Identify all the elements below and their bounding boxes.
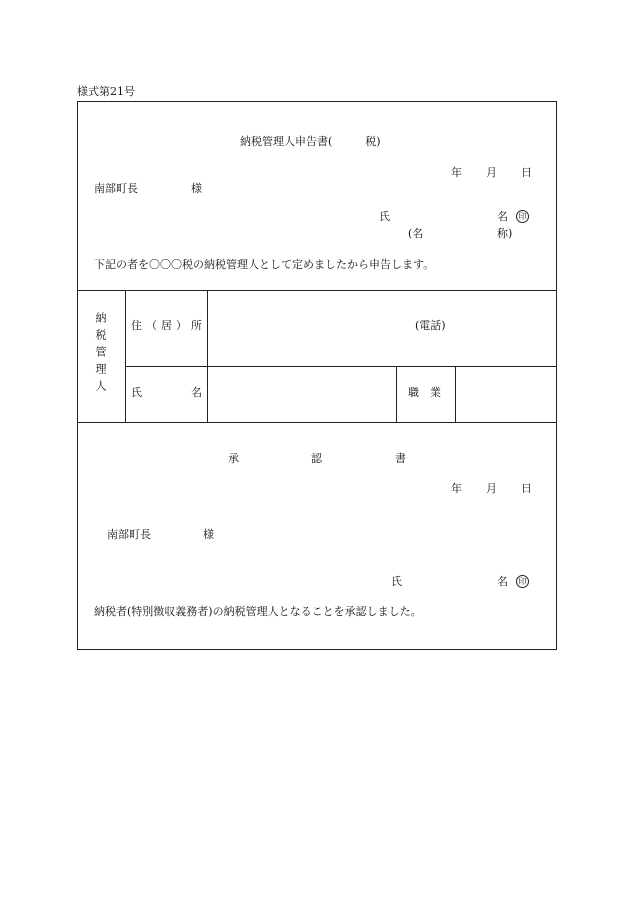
declarant-name-label-left: 氏 [379,210,390,223]
approval-title-char-1: 承 [228,452,239,465]
declaration-honorific: 様 [191,182,202,195]
tax-manager-form [77,101,557,650]
manager-section-label: 納税管理人 [94,312,107,397]
corp-name-close: 称) [497,227,513,240]
declaration-date-year: 年 [451,166,462,179]
form-number: 様式第21号 [77,85,135,98]
corp-name-open: (名 [408,227,424,240]
divider-field-labels [207,290,208,422]
divider-occupation-left [396,366,397,422]
declarant-seal-icon: 印 [516,210,529,223]
approval-honorific: 様 [203,528,214,541]
phone-label: (電話) [415,319,446,332]
occupation-label: 職 業 [408,386,441,399]
declaration-date-day: 日 [521,166,532,179]
manager-name-label-left: 氏 [131,386,142,399]
divider-table-row [125,366,556,367]
declaration-title: 納税管理人申告書( 税) [240,135,381,148]
approval-date-year: 年 [451,482,462,495]
manager-name-label-right: 名 [191,386,202,399]
approver-name-label-left: 氏 [391,575,402,588]
address-label: 住（居）所 [131,319,206,332]
declarant-name-label-right: 名 [497,210,508,223]
approval-addressee: 南部町長 [107,528,151,541]
declaration-statement: 下記の者を〇〇〇税の納税管理人として定めましたから申告します。 [94,258,435,271]
approval-statement: 納税者(特別徴収義務者)の納税管理人となることを承認しました。 [94,605,422,618]
approval-title-char-2: 認 [311,452,322,465]
approval-date-day: 日 [521,482,532,495]
divider-approval [78,422,556,423]
declaration-addressee: 南部町長 [94,182,138,195]
declaration-date-month: 月 [486,166,497,179]
approval-title-char-3: 書 [395,452,406,465]
approver-name-label-right: 名 [497,575,508,588]
approver-seal-icon: 印 [516,575,529,588]
divider-section-label [125,290,126,422]
approval-date-month: 月 [486,482,497,495]
divider-declaration [78,290,556,291]
divider-occupation-right [455,366,456,422]
